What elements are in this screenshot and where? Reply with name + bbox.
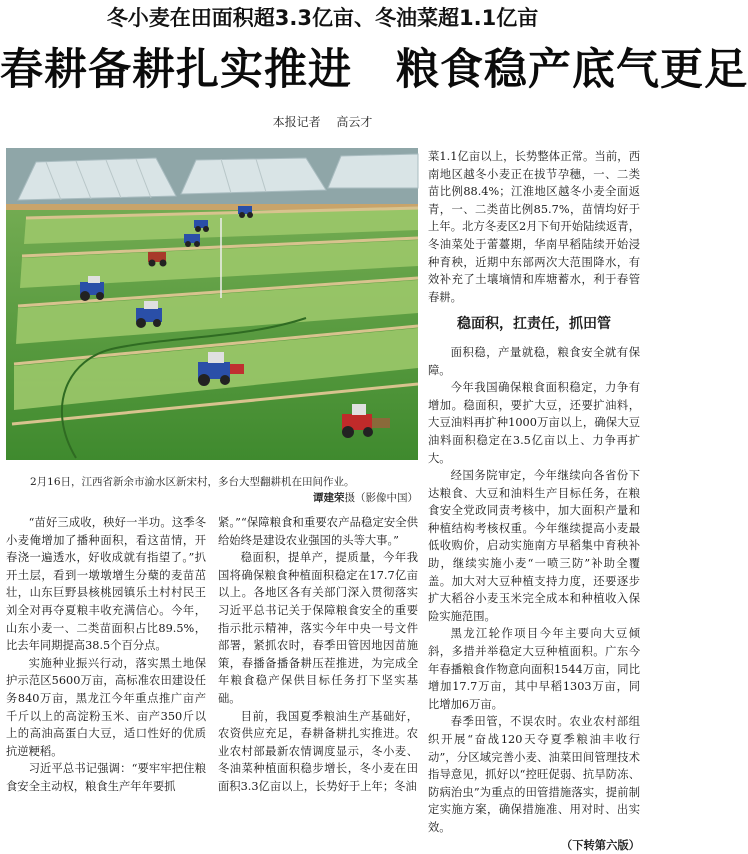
farm-tractors-photo [6,148,418,460]
continued-on-page-link[interactable]: （下转第六版） [560,838,640,852]
section-subheading: 稳面积，扛责任，抓田管 [457,316,611,333]
paragraph: 目前，我国夏季粮油生产基础好，农资供应充足，春耕备耕扎实推进。农业农村部最新农情调度显示，冬小麦、冬油菜种植面积稳步增长，冬小麦在田面积3.3亿亩以上，长势好于上年；冬油 [218,709,418,793]
byline-role: 本报记者 [272,115,321,129]
farm-photo-illustration [6,148,418,460]
paragraph: 实施种业振兴行动，落实黑土地保护示范区5600万亩，高标准农田建设任务840万亩，黑龙江今年重点推广亩产千斤以上的高淀粉玉米、亩产350斤以上的高油高蛋白大豆，适口性好的优质抗逆粳稻。 [6,656,206,758]
caption-text: 2月16日，江西省新余市渝水区新宋村，多台大型翻耕机在田间作业。 [30,476,355,488]
credit-suffix: 摄（影像中国） [344,492,418,504]
paragraph: 面积稳，产量就稳，粮食安全就有保障。 [428,345,640,377]
main-headline: 春耕备耕扎实推进 粮食稳产底气更足 [0,45,748,95]
article-column-1 [6,514,206,796]
paragraph: 紧。”“保障粮食和重要农产品稳定安全供给始终是建设农业强国的头等大事。” [218,516,418,547]
paragraph: 春季田管，不误农时。农业农村部组织开展“奋战120天夺夏季粮油丰收行动”，分区域完善小麦、油菜田间管理技术指导意见，抓好以“控旺促弱、抗旱防冻、防病治虫”为重点的田管措施落实，提前制定实施方案，确保措施准、用对时、出实效。 [428,715,640,834]
photographer-name: 谭建荣 [313,492,345,504]
byline [0,113,645,130]
paragraph: 今年我国确保粮食面积稳定，力争有增加。稳面积，要扩大豆，还要扩油料，大豆油料再扩种1000万亩以上，确保大豆油料面积稳定在3.5亿亩以上、力争再扩大。 [428,381,640,465]
paragraph: “苗好三成收，秧好一半功。这季冬小麦俺增加了播种面积，看这苗情，开春浇一遍透水，好收成就有指望了。”扒开土层，看到一墩墩增生分蘖的麦苗茁壮，山东巨野县核桃园镇乐土村村民王刘全对再夺夏粮丰收充满信心。今年，山东小麦一、二类苗面积占比89.5%，比去年同期提高38.5个百分点。 [6,516,206,653]
paragraph: 黑龙江轮作项目今年主要向大豆倾斜，多措并举稳定大豆种植面积。广东今年春播粮食作物意向面积1544万亩，同比增加17.7万亩，其中早稻1303万亩，同比增加6万亩。 [428,627,640,711]
paragraph: 稳面积，提单产，提质量，今年我国将确保粮食种植面积稳定在17.7亿亩以上。各地区各有关部门深入贯彻落实习近平总书记关于保障粮食安全的重要指示批示精神，落实今年中央一号文件部署，紧抓农时，春季田管因地因苗施策，春播备播备耕压茬推进，为完成全年粮食稳产保供目标任务打下坚实基础。 [218,551,418,705]
paragraph: 经国务院审定，今年继续向各省份下达粮食、大豆和油料生产目标任务，在粮食安全党政同责考核中，加大面积产量和种植结构考核权重。今年继续提高小麦最低收购价，启动实施南方早稻集中育秧补助，继续实施小麦“一喷三防”补助全覆盖。加大对大豆种植支持力度，还要逐步扩大稻谷小麦玉米完全成本和种植收入保险实施范围。 [428,469,640,623]
photo-credit [30,490,418,506]
article-column-2 [218,514,418,796]
kicker-title: 冬小麦在田面积超3.3亿亩、冬油菜超1.1亿亩 [106,6,539,30]
article-column-3 [428,148,640,854]
byline-name: 高云才 [336,115,373,129]
paragraph: 习近平总书记强调：“要牢牢把住粮食安全主动权，粮食生产年年要抓 [6,762,206,793]
paragraph: 菜1.1亿亩以上，长势整体正常。当前，西南地区越冬小麦正在拔节孕穗，一、二类苗比例88.4%；江淮地区越冬小麦全面返青，一、二类苗比例85.7%，苗情均好于上年。北方冬麦区2月下旬开始陆续返青，冬油菜处于蕾薹期，华南早稻陆续开始浸种育秧，近期中东部两次大范围降水，有效补充了土壤墒情和库塘蓄水，利于春管春耕。 [428,150,640,304]
photo-caption [30,474,418,506]
